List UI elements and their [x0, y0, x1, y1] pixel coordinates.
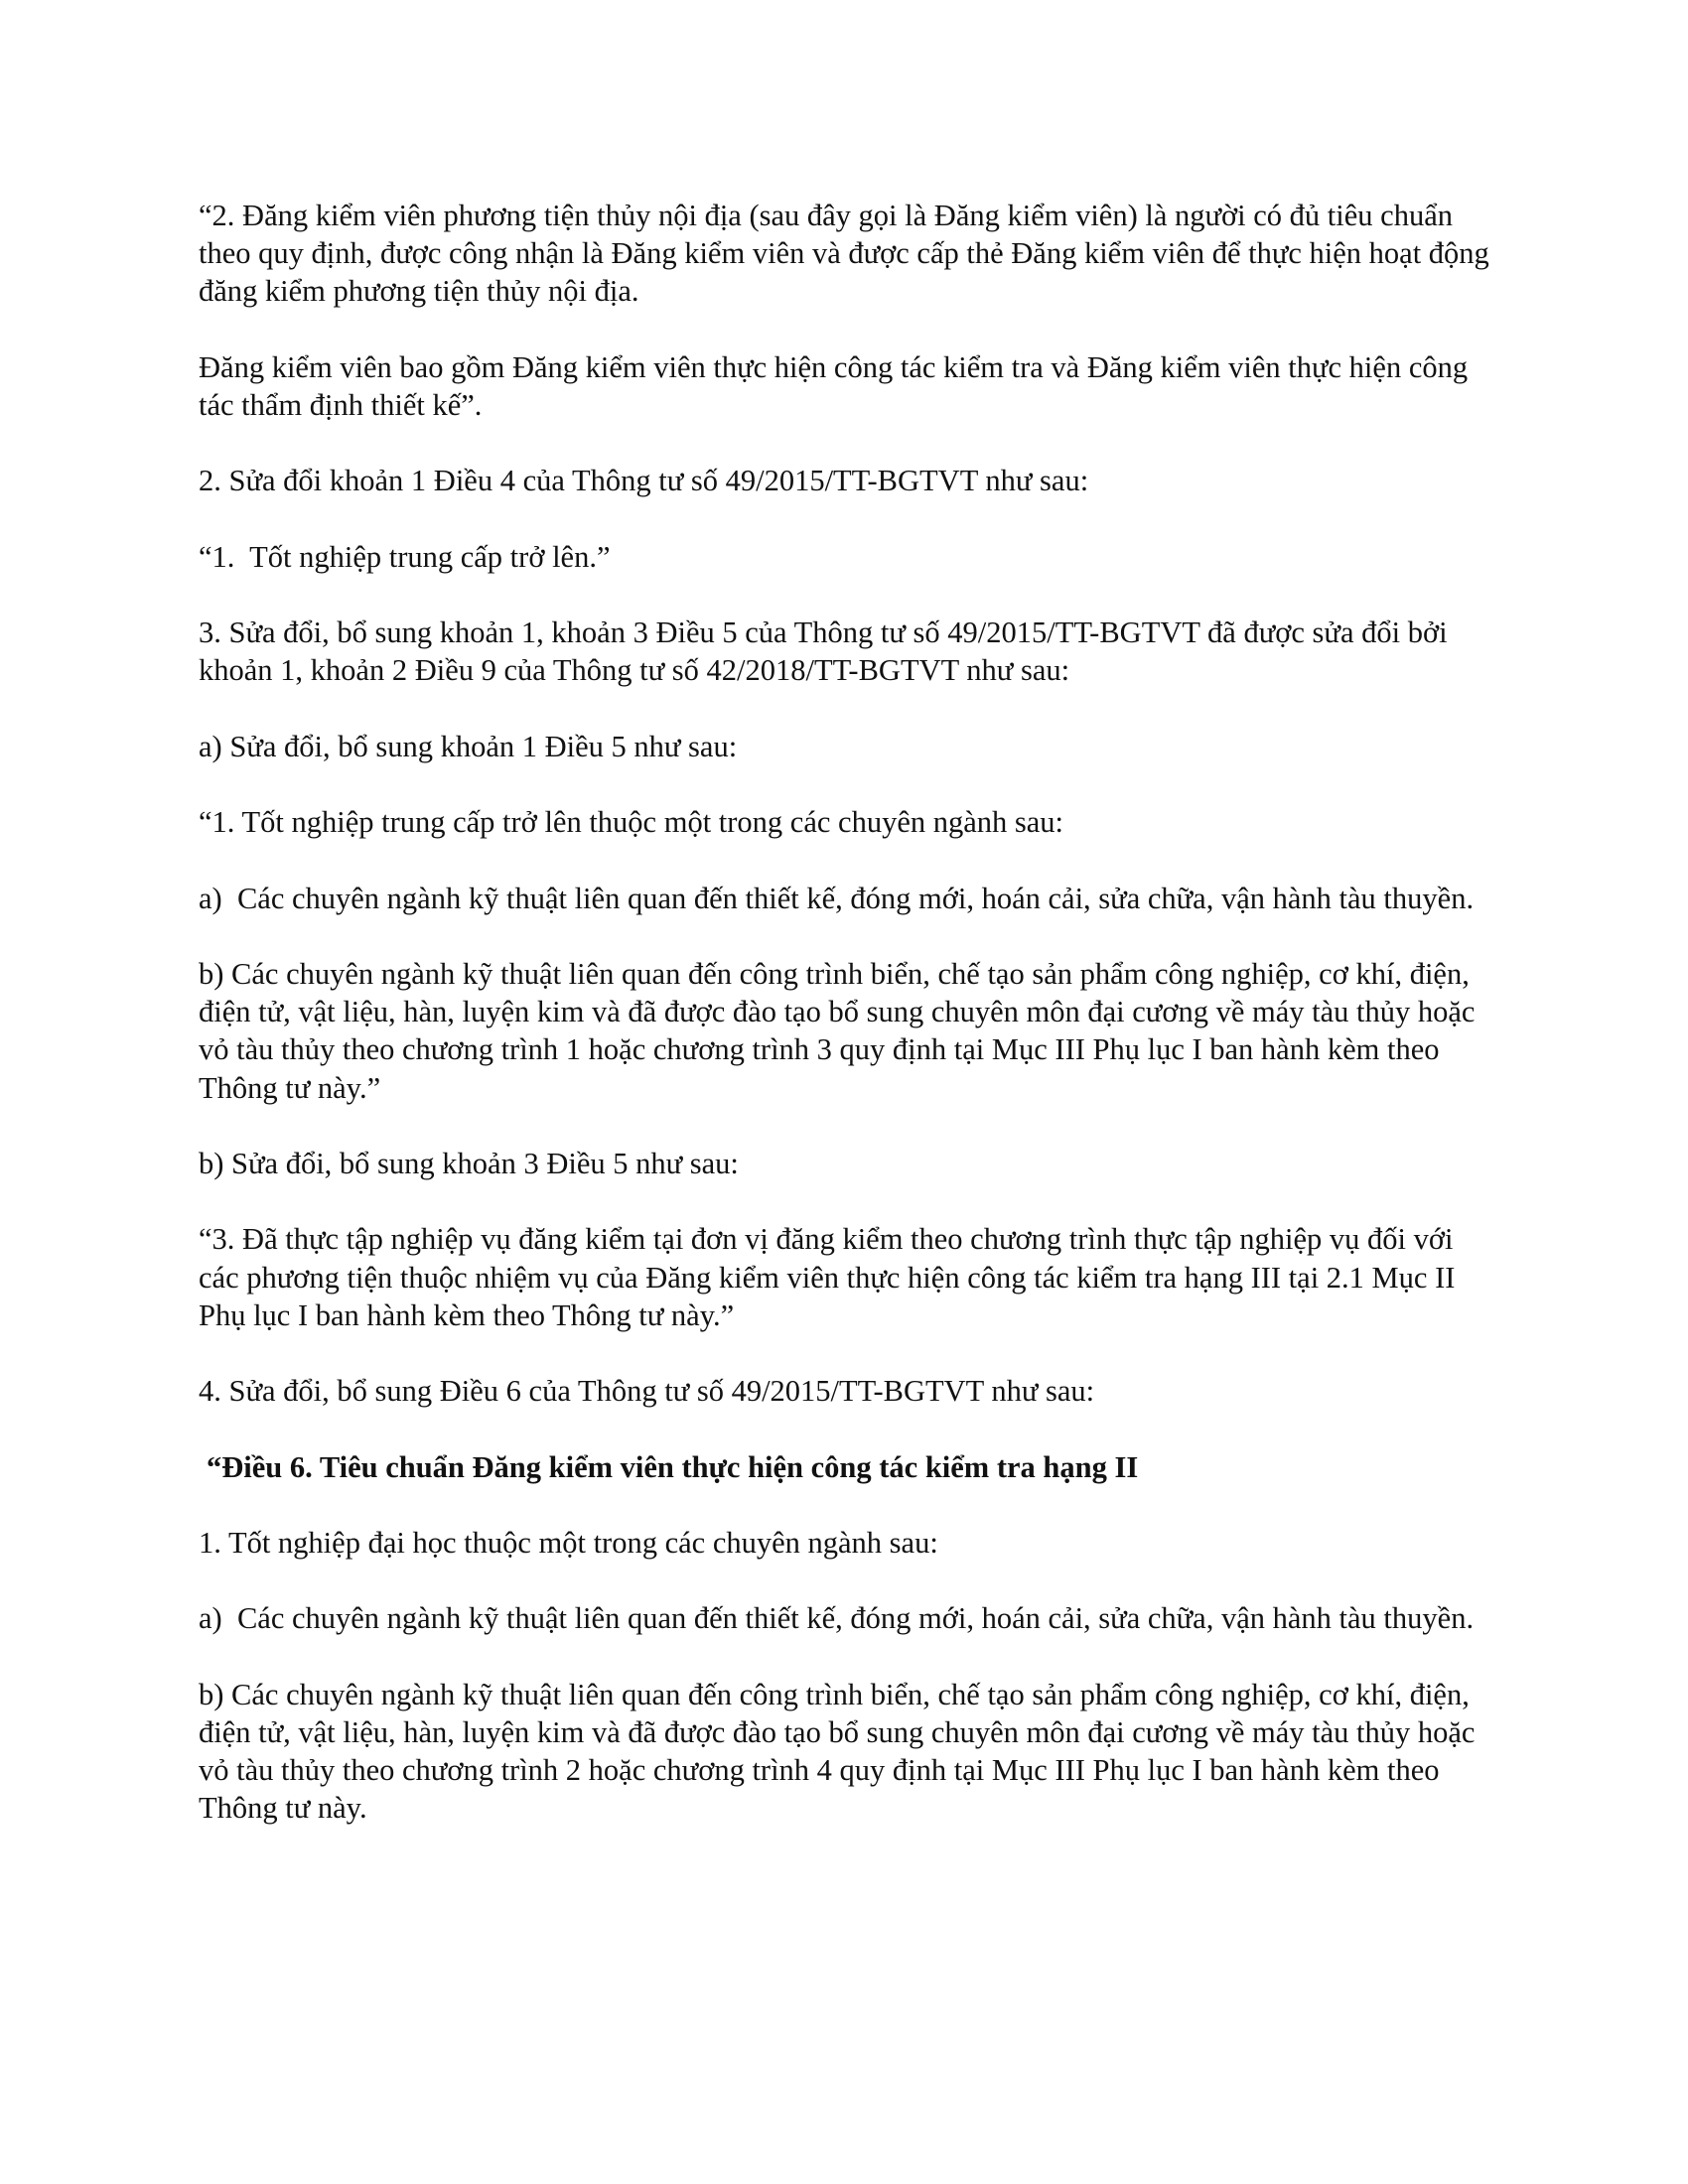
paragraph-article-6-clause-1: 1. Tốt nghiệp đại học thuộc một trong các chuyên ngành sau:: [199, 1525, 938, 1560]
paragraph-amend-clause-1-article-5: a) Sửa đổi, bổ sung khoản 1 Điều 5 như sau:: [199, 729, 738, 763]
heading-article-6: “Điều 6. Tiêu chuẩn Đăng kiểm viên thực hiện công tác kiểm tra hạng II: [207, 1449, 1139, 1484]
document-page: [199, 197, 1497, 1865]
paragraph-article-5-clause-3: “3. Đã thực tập nghiệp vụ đăng kiểm tại đơn vị đăng kiểm theo chương trình thực tập nghiệp vụ đối với các phương tiện thuộc nhiệm vụ của Đăng kiểm viên thực hiện công tác kiểm tra hạng III tại 2.1 Mục II Phụ lục I ban hành kèm theo Thông tư này.”: [199, 1222, 1464, 1332]
paragraph-article-5-item-b: b) Các chuyên ngành kỹ thuật liên quan đến công trình biển, chế tạo sản phẩm công nghiệp, cơ khí, điện, điện tử, vật liệu, hàn, luyện kim và đã được đào tạo bổ sung chuyên môn đại cương về máy tàu thủy hoặc vỏ tàu thủy theo chương trình 1 hoặc chương trình 3 quy định tại Mục III Phụ lục I ban hành kèm theo Thông tư này.”: [199, 956, 1483, 1105]
paragraph-article-5-clause-1: “1. Tốt nghiệp trung cấp trở lên thuộc một trong các chuyên ngành sau:: [199, 805, 1064, 840]
paragraph-amend-article-6: 4. Sửa đổi, bổ sung Điều 6 của Thông tư số 49/2015/TT-BGTVT như sau:: [199, 1374, 1095, 1409]
paragraph-amend-article-5: 3. Sửa đổi, bổ sung khoản 1, khoản 3 Điều 5 của Thông tư số 49/2015/TT-BGTVT đã được sửa đổi bởi khoản 1, khoản 2 Điều 9 của Thông tư số 42/2018/TT-BGTVT như sau:: [199, 615, 1456, 688]
paragraph-article-6-item-b: b) Các chuyên ngành kỹ thuật liên quan đến công trình biển, chế tạo sản phẩm công nghiệp, cơ khí, điện, điện tử, vật liệu, hàn, luyện kim và đã được đào tạo bổ sung chuyên môn đại cương về máy tàu thủy hoặc vỏ tàu thủy theo chương trình 2 hoặc chương trình 4 quy định tại Mục III Phụ lục I ban hành kèm theo Thông tư này.: [199, 1677, 1483, 1826]
paragraph-article-6-item-a: a) Các chuyên ngành kỹ thuật liên quan đến thiết kế, đóng mới, hoán cải, sửa chữa, vận hành tàu thuyền.: [199, 1601, 1475, 1636]
paragraph-article-4-clause-1: “1. Tốt nghiệp trung cấp trở lên.”: [199, 539, 611, 574]
paragraph-article-5-item-a: a) Các chuyên ngành kỹ thuật liên quan đến thiết kế, đóng mới, hoán cải, sửa chữa, vận hành tàu thuyền.: [199, 881, 1475, 915]
paragraph-amend-article-4: 2. Sửa đổi khoản 1 Điều 4 của Thông tư số 49/2015/TT-BGTVT như sau:: [199, 464, 1089, 498]
paragraph-definition-inspector: “2. Đăng kiểm viên phương tiện thủy nội địa (sau đây gọi là Đăng kiểm viên) là người có đủ tiêu chuẩn theo quy định, được công nhận là Đăng kiểm viên và được cấp thẻ Đăng kiểm viên để thực hiện hoạt động đăng kiểm phương tiện thủy nội địa.: [199, 199, 1497, 309]
paragraph-amend-clause-3-article-5: b) Sửa đổi, bổ sung khoản 3 Điều 5 như sau:: [199, 1146, 739, 1180]
paragraph-inspector-types: Đăng kiểm viên bao gồm Đăng kiểm viên thực hiện công tác kiểm tra và Đăng kiểm viên thực hiện công tác thẩm định thiết kế”.: [199, 349, 1476, 422]
